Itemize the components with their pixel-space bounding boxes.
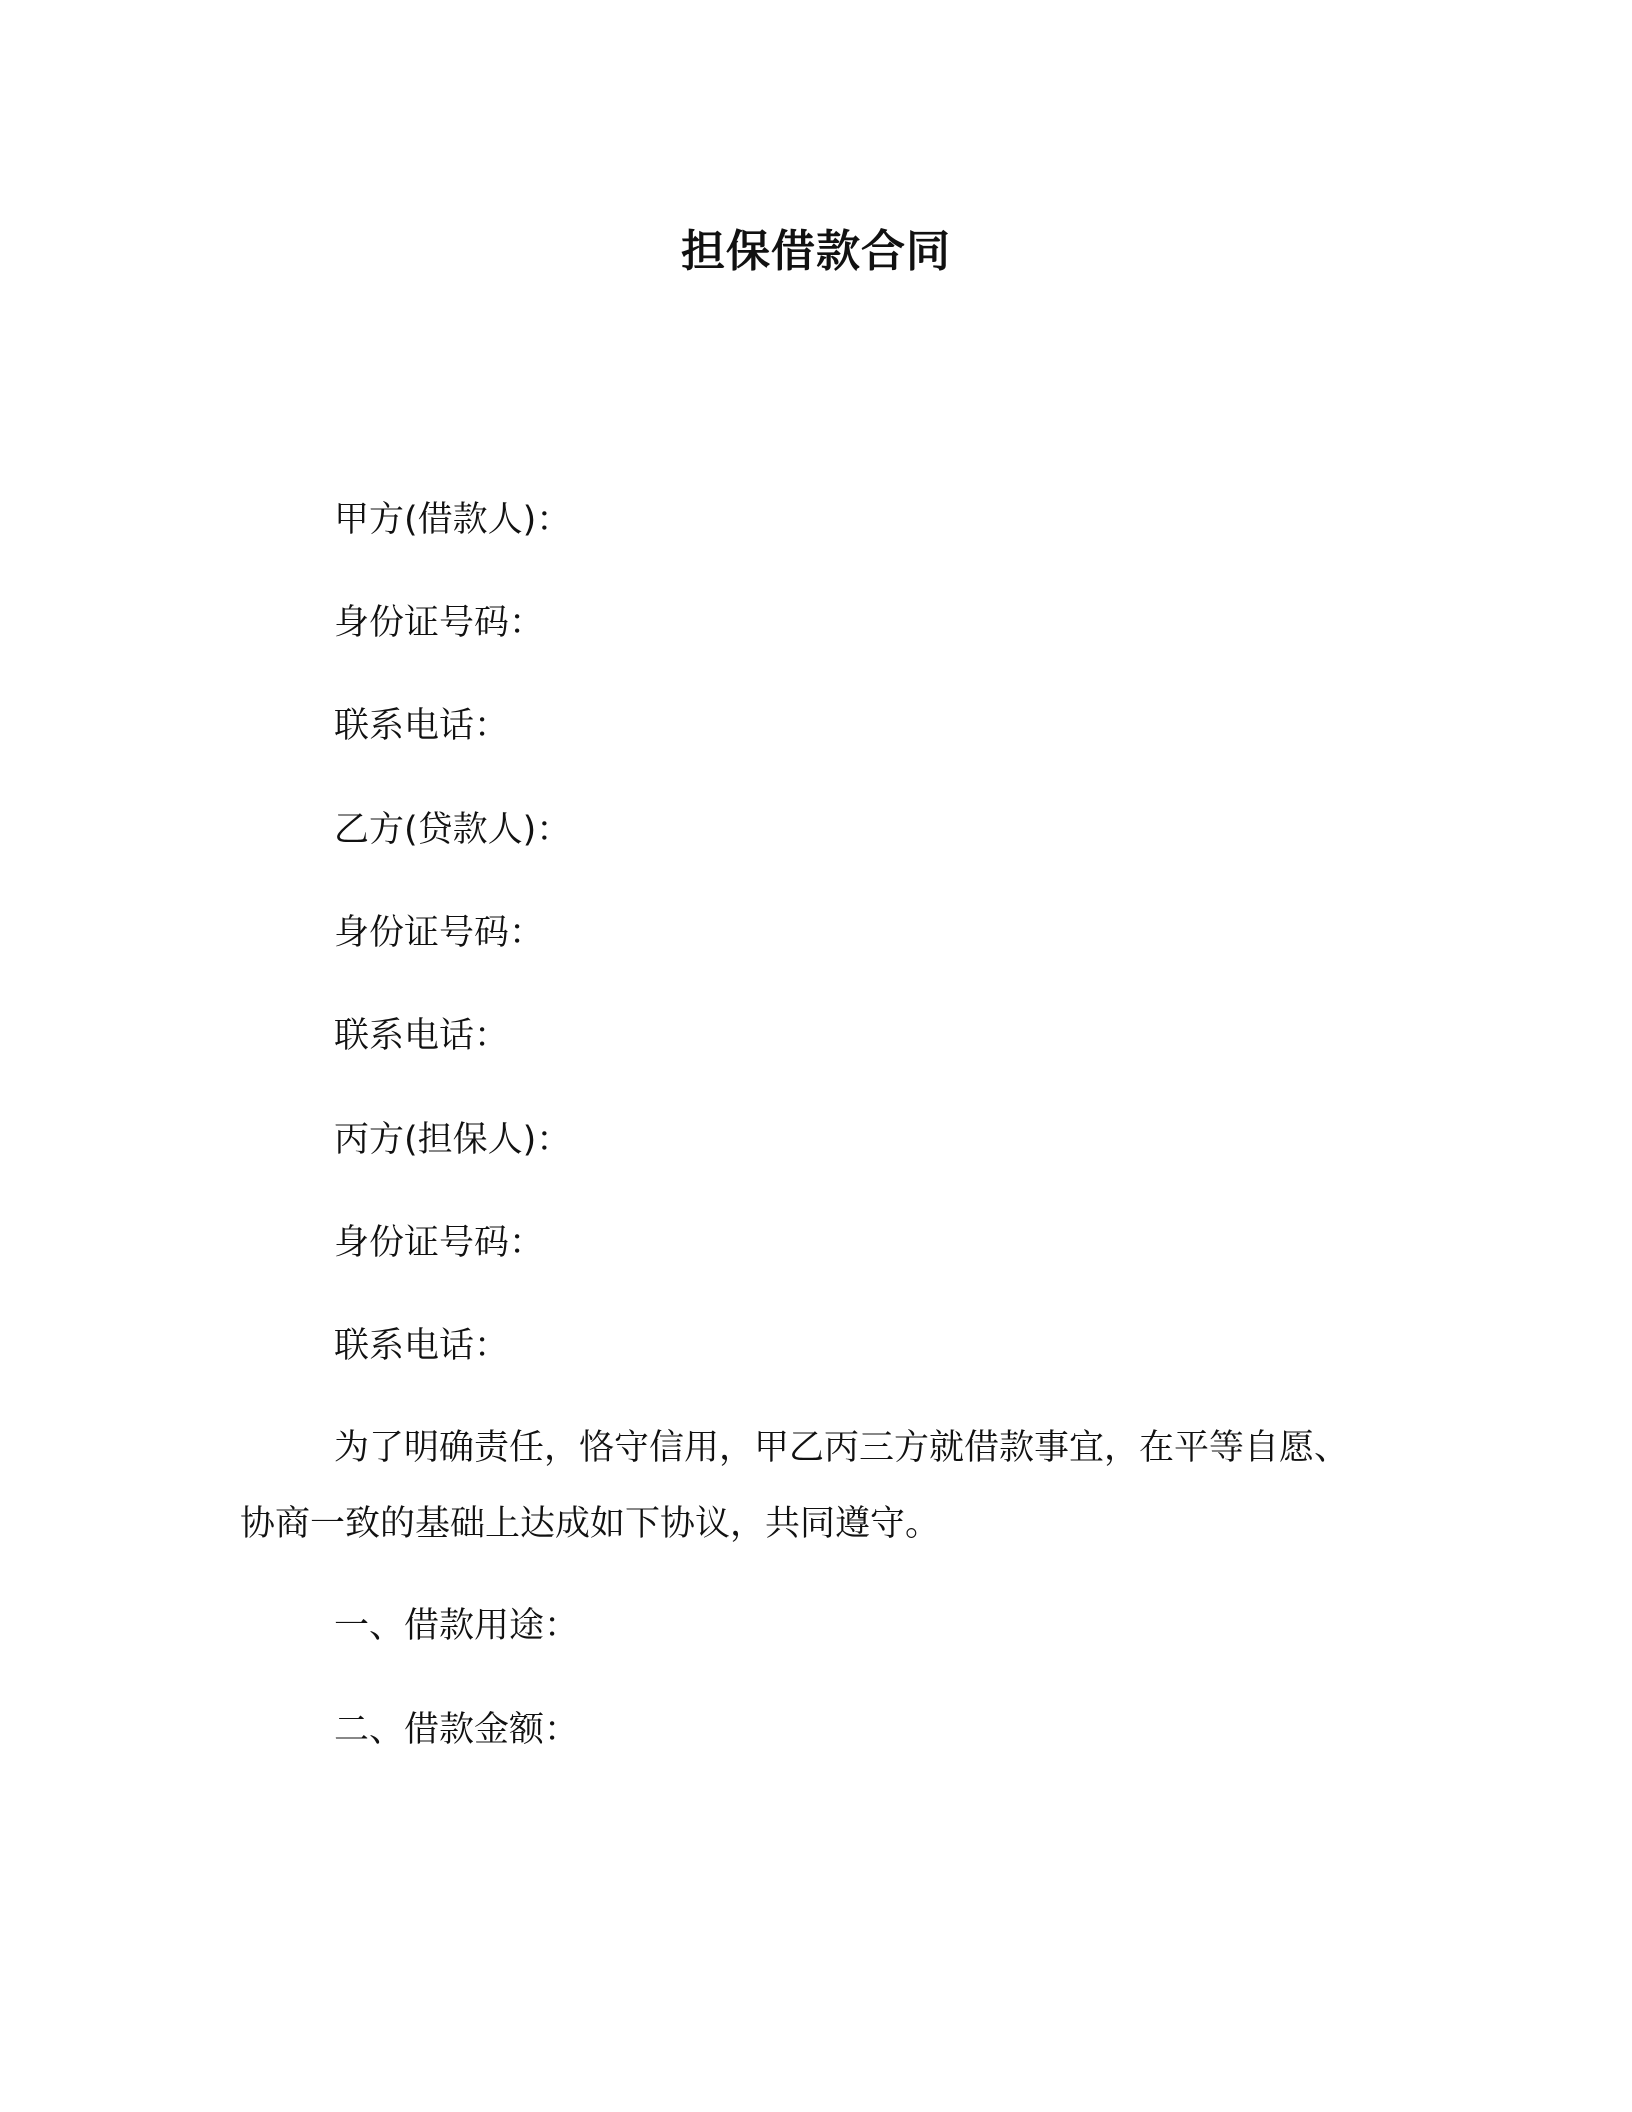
party-b-phone-label: 联系电话： (334, 1016, 510, 1056)
party-c-phone-label: 联系电话： (334, 1326, 510, 1366)
clause-loan-amount: 二、借款金额： (334, 1710, 580, 1750)
preamble-paragraph (240, 1410, 1410, 1562)
party-a-phone-label: 联系电话： (334, 706, 510, 746)
preamble-line-2: 协商一致的基础上达成如下协议，共同遵守。 (240, 1504, 941, 1544)
party-c-id-label: 身份证号码： (334, 1223, 545, 1263)
party-c-name-label: 丙方(担保人)： (334, 1120, 572, 1160)
party-a-name-label: 甲方(借款人)： (334, 500, 572, 540)
party-b-name-label: 乙方(贷款人)： (334, 810, 572, 850)
preamble-line-1: 为了明确责任，恪守信用，甲乙丙三方就借款事宜，在平等自愿、 (334, 1428, 1350, 1468)
clause-loan-purpose: 一、借款用途： (334, 1606, 580, 1646)
document-title: 担保借款合同 (681, 226, 951, 277)
party-a-id-label: 身份证号码： (334, 603, 545, 643)
party-b-id-label: 身份证号码： (334, 913, 545, 953)
